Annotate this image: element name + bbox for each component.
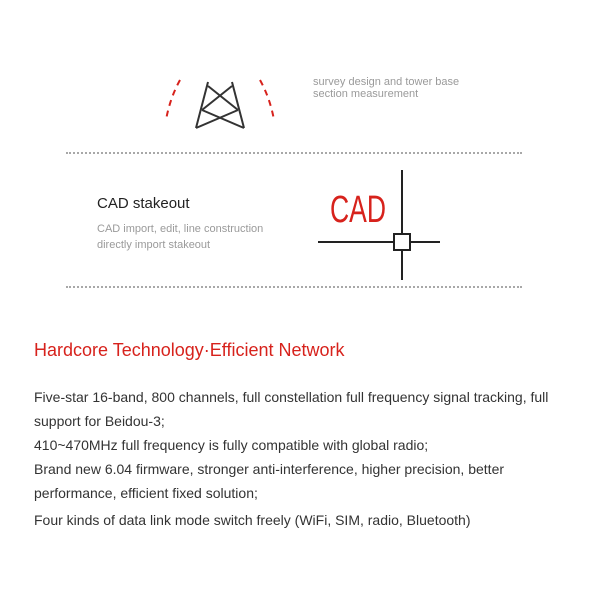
divider — [66, 152, 522, 154]
cropped-body-line — [34, 503, 574, 528]
divider — [66, 286, 522, 288]
tower-feature-desc-line2: section measurement — [313, 88, 419, 100]
tower-feature-description — [313, 76, 513, 102]
cad-stakeout-description — [97, 221, 263, 253]
cad-stakeout-title: CAD stakeout — [97, 195, 190, 212]
body-paragraph: 410~470MHz full frequency is fully compatible with global radio; — [34, 437, 429, 453]
body-paragraph-cropped: Four kinds of data link mode switch freely (WiFi, SIM, radio, Bluetooth) — [34, 512, 471, 528]
cad-stakeout-desc-line1: CAD import, edit, line construction — [97, 223, 264, 235]
cad-stakeout-desc-line2: directly import stakeout — [97, 239, 211, 251]
tower-survey-icon — [160, 80, 280, 130]
section-body — [34, 385, 574, 505]
cad-crosshair-icon — [318, 168, 442, 282]
body-paragraph: Brand new 6.04 firmware, stronger anti-interference, higher precision, better performance, efficient fixed solution; — [34, 461, 505, 501]
cad-graphic-label: CAD — [330, 189, 386, 231]
tower-feature-desc-line1: survey design and tower base — [313, 76, 460, 88]
body-paragraph: Five-star 16-band, 800 channels, full constellation full frequency signal tracking, full support for Beidou-3; — [34, 389, 549, 429]
section-title: Hardcore Technology·Efficient Network — [34, 340, 345, 360]
